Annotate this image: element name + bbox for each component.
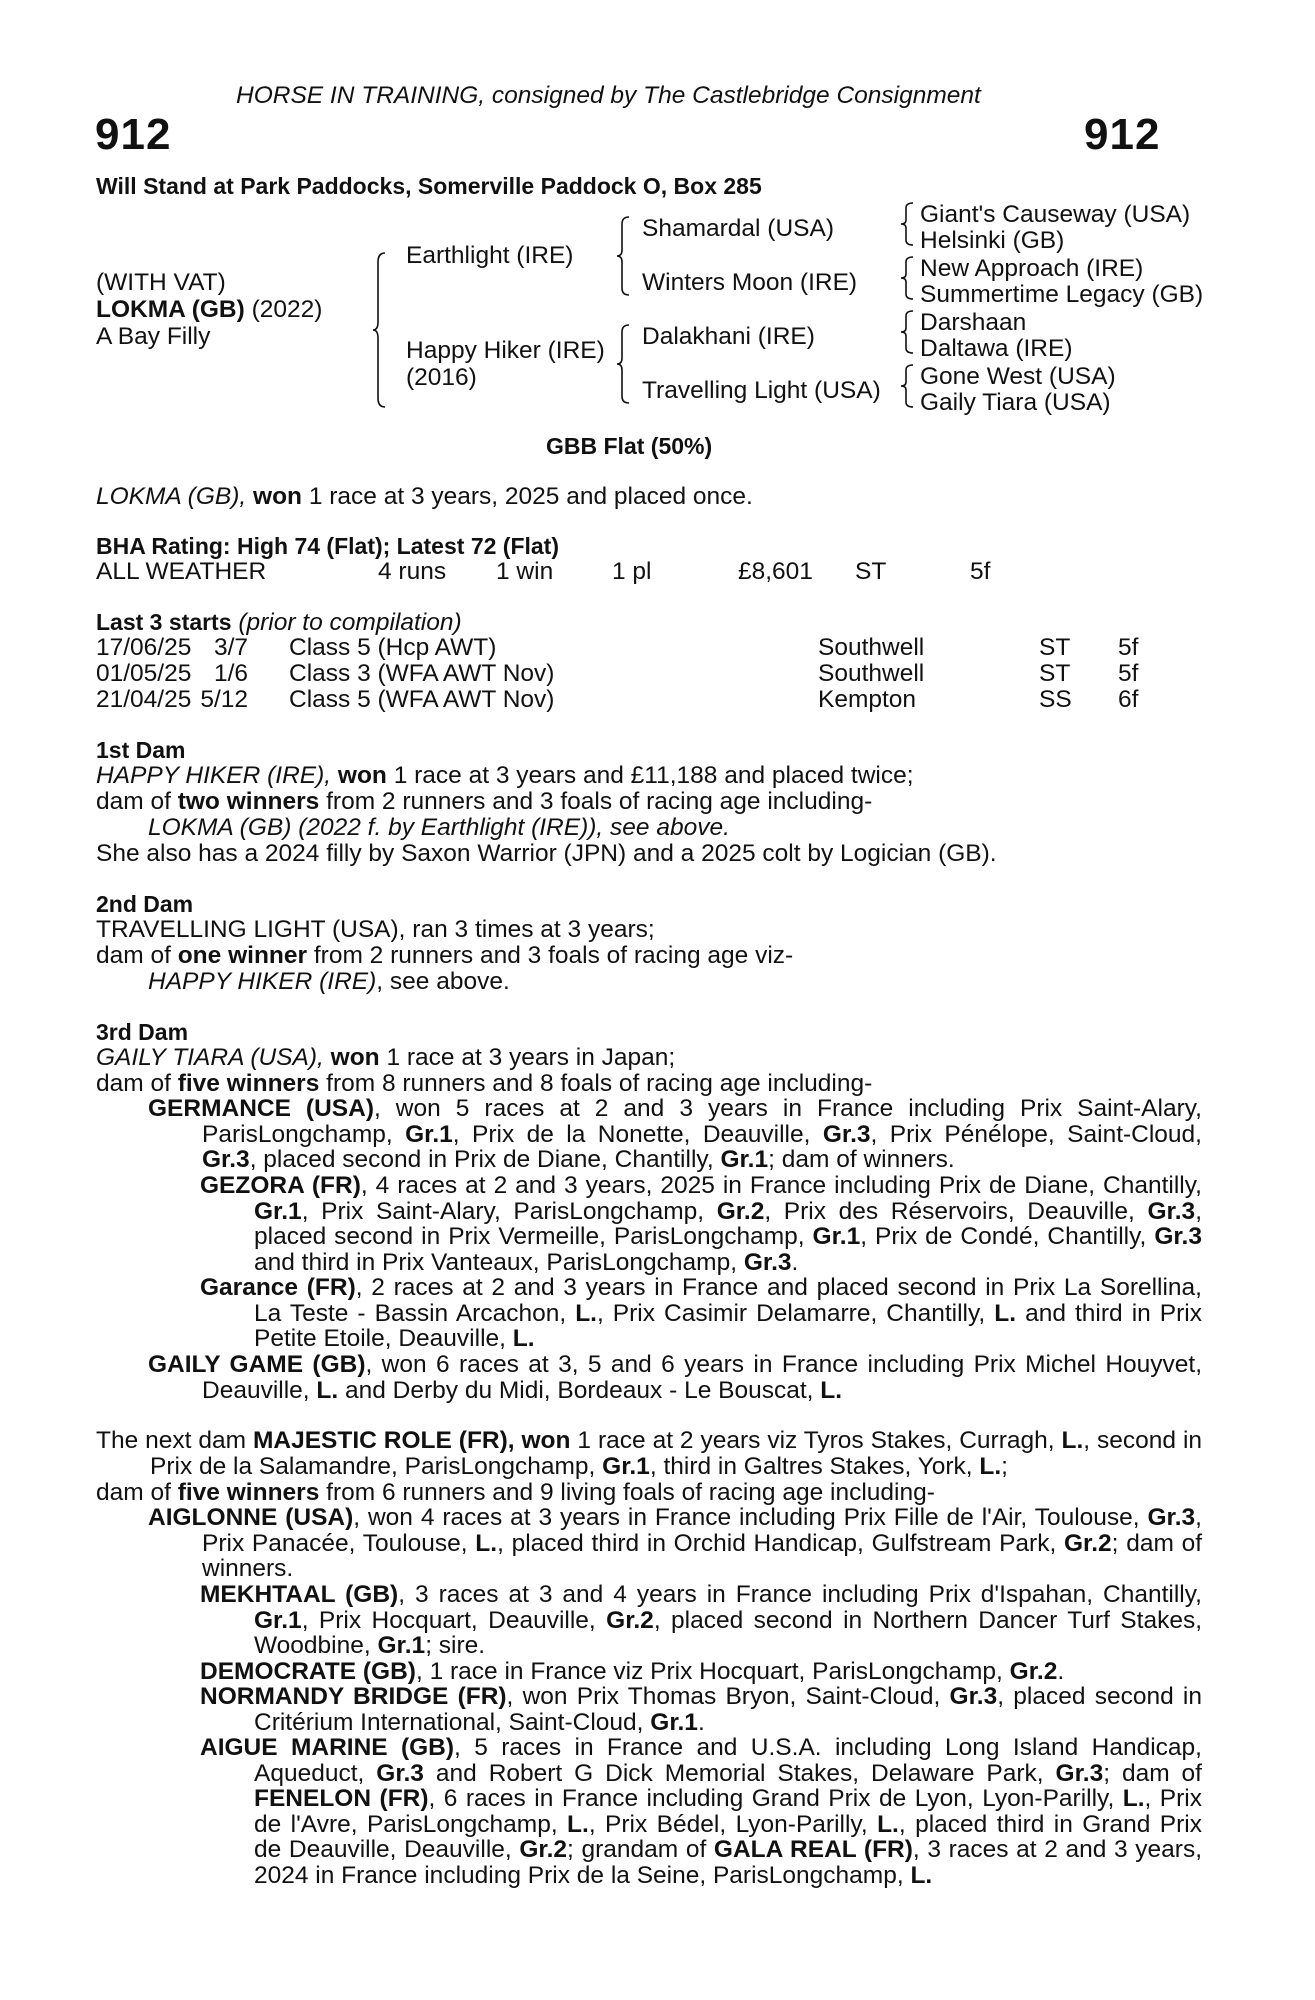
bha-prize: £8,601 [738,558,813,585]
dam3-damof: dam of [96,1070,171,1097]
dam1-record: 1 race at 3 years and £11,188 and placed twice; [393,762,914,789]
gen3-8: Gaily Tiara (USA) [920,389,1111,416]
bha-wins: 1 win [496,558,554,585]
dam2-line3 [148,969,510,995]
dam2-line1: TRAVELLING LIGHT (USA), ran 3 times at 3 years; [96,916,655,943]
dam3-record: 1 race at 3 years in Japan; [386,1044,676,1071]
last3-date: 21/04/25 [96,686,192,713]
gbb-flat: GBB Flat (50%) [546,433,713,459]
last3-going: ST [1039,634,1071,661]
next-dam-offspring-3: DEMOCRATE (GB), 1 race in France viz Prix Hocquart, ParisLongchamp, Gr.2. [200,1658,1065,1685]
last3-heading-line [96,609,462,636]
last3-course: Southwell [818,634,925,661]
brace-gen1 [372,252,386,408]
next-dam-winners: five winners [177,1479,320,1506]
dam2-runners: from 2 runners and 3 foals of racing age viz- [313,942,794,969]
horse-name: LOKMA (GB) [96,296,245,323]
gen3-1: Giant's Causeway (USA) [920,201,1191,228]
brace-ds [900,310,914,354]
dam3-winners: five winners [177,1070,320,1097]
gen3-5: Darshaan [920,309,1027,336]
brace-dd [900,364,914,408]
last3-dist: 5f [1118,634,1139,661]
bha-distance: 5f [970,558,991,585]
last3-note: (prior to compilation) [238,609,462,636]
dam: Happy Hiker (IRE) [406,337,605,364]
sire: Earthlight (IRE) [406,242,574,269]
dam3-offspring-4: GAILY GAME (GB), won 6 races at 3, 5 and 6 years in France including Prix Michel Houyvet, Deauville, L. and Derby du Midi, Bordeaux - Le Bouscat, L. [148,1351,1203,1404]
last3-dist: 6f [1118,686,1139,713]
dam1-offspring: LOKMA (GB) [148,814,292,841]
next-dam-offspring-2: MEKHTAAL (GB), 3 races at 3 and 4 years in France including Prix d'Ispahan, Chantilly, Gr.1, Prix Hocquart, Deauville, Gr.2, placed second in Northern Dancer Turf Stakes, Woodbine, Gr.1; sire. [200,1581,1202,1659]
last3-date: 01/05/25 [96,660,192,687]
last3-class: Class 5 (Hcp AWT) [289,634,497,661]
dam3-name: GAILY TIARA (USA), [96,1044,324,1071]
last3-pos: 5/12 [200,686,248,713]
last3-heading: Last 3 starts [96,609,232,635]
summary-name: LOKMA (GB), [96,483,247,510]
stand-location: Will Stand at Park Paddocks, Somerville Paddock O, Box 285 [96,173,762,199]
dam1-offspring-note: (2022 f. by Earthlight (IRE)), see above. [298,814,730,841]
dam2-heading: 2nd Dam [96,891,194,917]
brace-sire [616,216,630,296]
dam-sire: Dalakhani (IRE) [642,323,815,350]
next-dam-runners: from 6 runners and 9 living foals of racing age including- [326,1479,935,1506]
brace-sd [900,256,914,300]
catalogue-header: HORSE IN TRAINING, consigned by The Castlebridge Consignment [236,82,981,109]
dam1-runners: from 2 runners and 3 foals of racing age including- [326,788,873,815]
horse-name-line [96,297,322,323]
dam3-offspring-1: GERMANCE (USA), won 5 races at 2 and 3 years in France including Prix Saint-Alary, ParisLongchamp, Gr.1, Prix de la Nonette, Deauville, Gr.3, Prix Pénélope, Saint-Cloud, Gr.3, placed second in Prix de Diane, Chantilly, Gr.1; dam of winners. [148,1095,1202,1173]
bha-placed: 1 pl [612,558,652,585]
dam3-heading: 3rd Dam [96,1019,189,1045]
last3-pos: 1/6 [213,660,248,687]
dam1-line2 [96,789,872,815]
dam3-line1 [96,1045,675,1071]
last3-date: 17/06/25 [96,634,192,661]
next-dam-damof: dam of [96,1479,171,1506]
dam1-name: HAPPY HIKER (IRE), [96,762,332,789]
dam3-line2 [96,1071,872,1097]
last3-course: Kempton [818,686,917,713]
next-dam-offspring-5: AIGUE MARINE (GB), 5 races in France and U.S.A. including Long Island Handicap, Aqueduct, Gr.3 and Robert G Dick Memorial Stakes, Delaware Park, Gr.3; dam of FENELON (FR), 6 races in France including Grand Prix de Lyon, Lyon-Parilly, L., Prix de l'Avre, ParisLongchamp, L., Prix Bédel, Lyon-Parilly, L., placed third in Grand Prix de Deauville, Deauville, Gr.2; grandam of GALA REAL (FR), 3 races at 2 and 3 years, 2024 in France including Prix de la Seine, ParisLongchamp, L. [200,1734,1203,1889]
last3-class: Class 5 (WFA AWT Nov) [289,686,555,713]
dam2-line2 [96,943,793,969]
sire-sire: Shamardal (USA) [642,215,834,242]
brace-ss [900,202,914,246]
next-dam: The next dam MAJESTIC ROLE (FR), won 1 race at 2 years viz Tyros Stakes, Curragh, L., second in Prix de la Salamandre, ParisLongchamp, Gr.1, third in Galtres Stakes, York, L.; [96,1427,1203,1480]
last3-course: Southwell [818,660,925,687]
dam3-runners: from 8 runners and 8 foals of racing age including- [326,1070,873,1097]
dam1-damof: dam of [96,788,171,815]
bha-rating: BHA Rating: High 74 (Flat); Latest 72 (Flat) [96,533,559,559]
summary-won: won [253,483,303,510]
bha-going: ST [855,558,887,585]
summary-rest: 1 race at 3 years, 2025 and placed once. [308,483,753,510]
race-summary [96,484,753,510]
last3-class: Class 3 (WFA AWT Nov) [289,660,555,687]
lot-number-left: 912 [95,110,172,159]
last3-going: ST [1039,660,1071,687]
sire-dam: Winters Moon (IRE) [642,269,858,296]
next-dam-offspring-1: AIGLONNE (USA), won 4 races at 3 years in France including Prix Fille de l'Air, Toulouse, Gr.3, Prix Panacée, Toulouse, L., placed third in Orchid Handicap, Gulfstream Park, Gr.2; dam of winners. [148,1504,1202,1582]
last3-going: SS [1039,686,1072,713]
dam3-offspring-3: Garance (FR), 2 races at 2 and 3 years in France and placed second in Prix La Sorellina, La Teste - Bassin Arcachon, L., Prix Casimir Delamarre, Chantilly, L. and third in Prix Petite Etoile, Deauville, L. [200,1274,1202,1352]
lot-number-right: 912 [1084,110,1161,159]
dam3-won: won [330,1044,380,1071]
dam-dam: Travelling Light (USA) [642,377,881,404]
bha-surface: ALL WEATHER [96,558,267,585]
gen3-2: Helsinki (GB) [920,227,1065,254]
dam1-line3 [148,815,730,841]
gen3-4: Summertime Legacy (GB) [920,281,1204,308]
horse-year: (2022) [251,296,323,323]
dam2-winners: one winner [177,942,308,969]
gen3-7: Gone West (USA) [920,363,1116,390]
dam2-offspring-note: , see above. [376,968,510,995]
gen3-6: Daltawa (IRE) [920,335,1073,362]
dam-year: (2016) [406,364,477,391]
dam1-line1 [96,763,914,789]
horse-description: A Bay Filly [96,323,211,350]
gen3-3: New Approach (IRE) [920,255,1144,282]
vat-note: (WITH VAT) [96,269,226,296]
bha-runs: 4 runs [378,558,447,585]
last3-pos: 3/7 [213,634,248,661]
dam3-offspring-2: GEZORA (FR), 4 races at 2 and 3 years, 2025 in France including Prix de Diane, Chantilly, Gr.1, Prix Saint-Alary, ParisLongchamp, Gr.2, Prix des Réservoirs, Deauville, Gr.3, placed second in Prix Vermeille, ParisLongchamp, Gr.1, Prix de Condé, Chantilly, Gr.3 and third in Prix Vanteaux, ParisLongchamp, Gr.3. [200,1172,1202,1276]
dam2-damof: dam of [96,942,171,969]
dam2-offspring: HAPPY HIKER (IRE) [148,968,377,995]
dam1-heading: 1st Dam [96,737,186,763]
dam1-winners: two winners [177,788,320,815]
dam1-won: won [337,762,387,789]
last3-dist: 5f [1118,660,1139,687]
brace-dam [616,324,630,404]
next-dam-offspring-4: NORMANDY BRIDGE (FR), won Prix Thomas Bryon, Saint-Cloud, Gr.3, placed second in Critérium International, Saint-Cloud, Gr.1. [200,1683,1202,1736]
dam1-line4: She also has a 2024 filly by Saxon Warrior (JPN) and a 2025 colt by Logician (GB). [96,840,997,867]
next-dam-line2 [96,1480,935,1506]
